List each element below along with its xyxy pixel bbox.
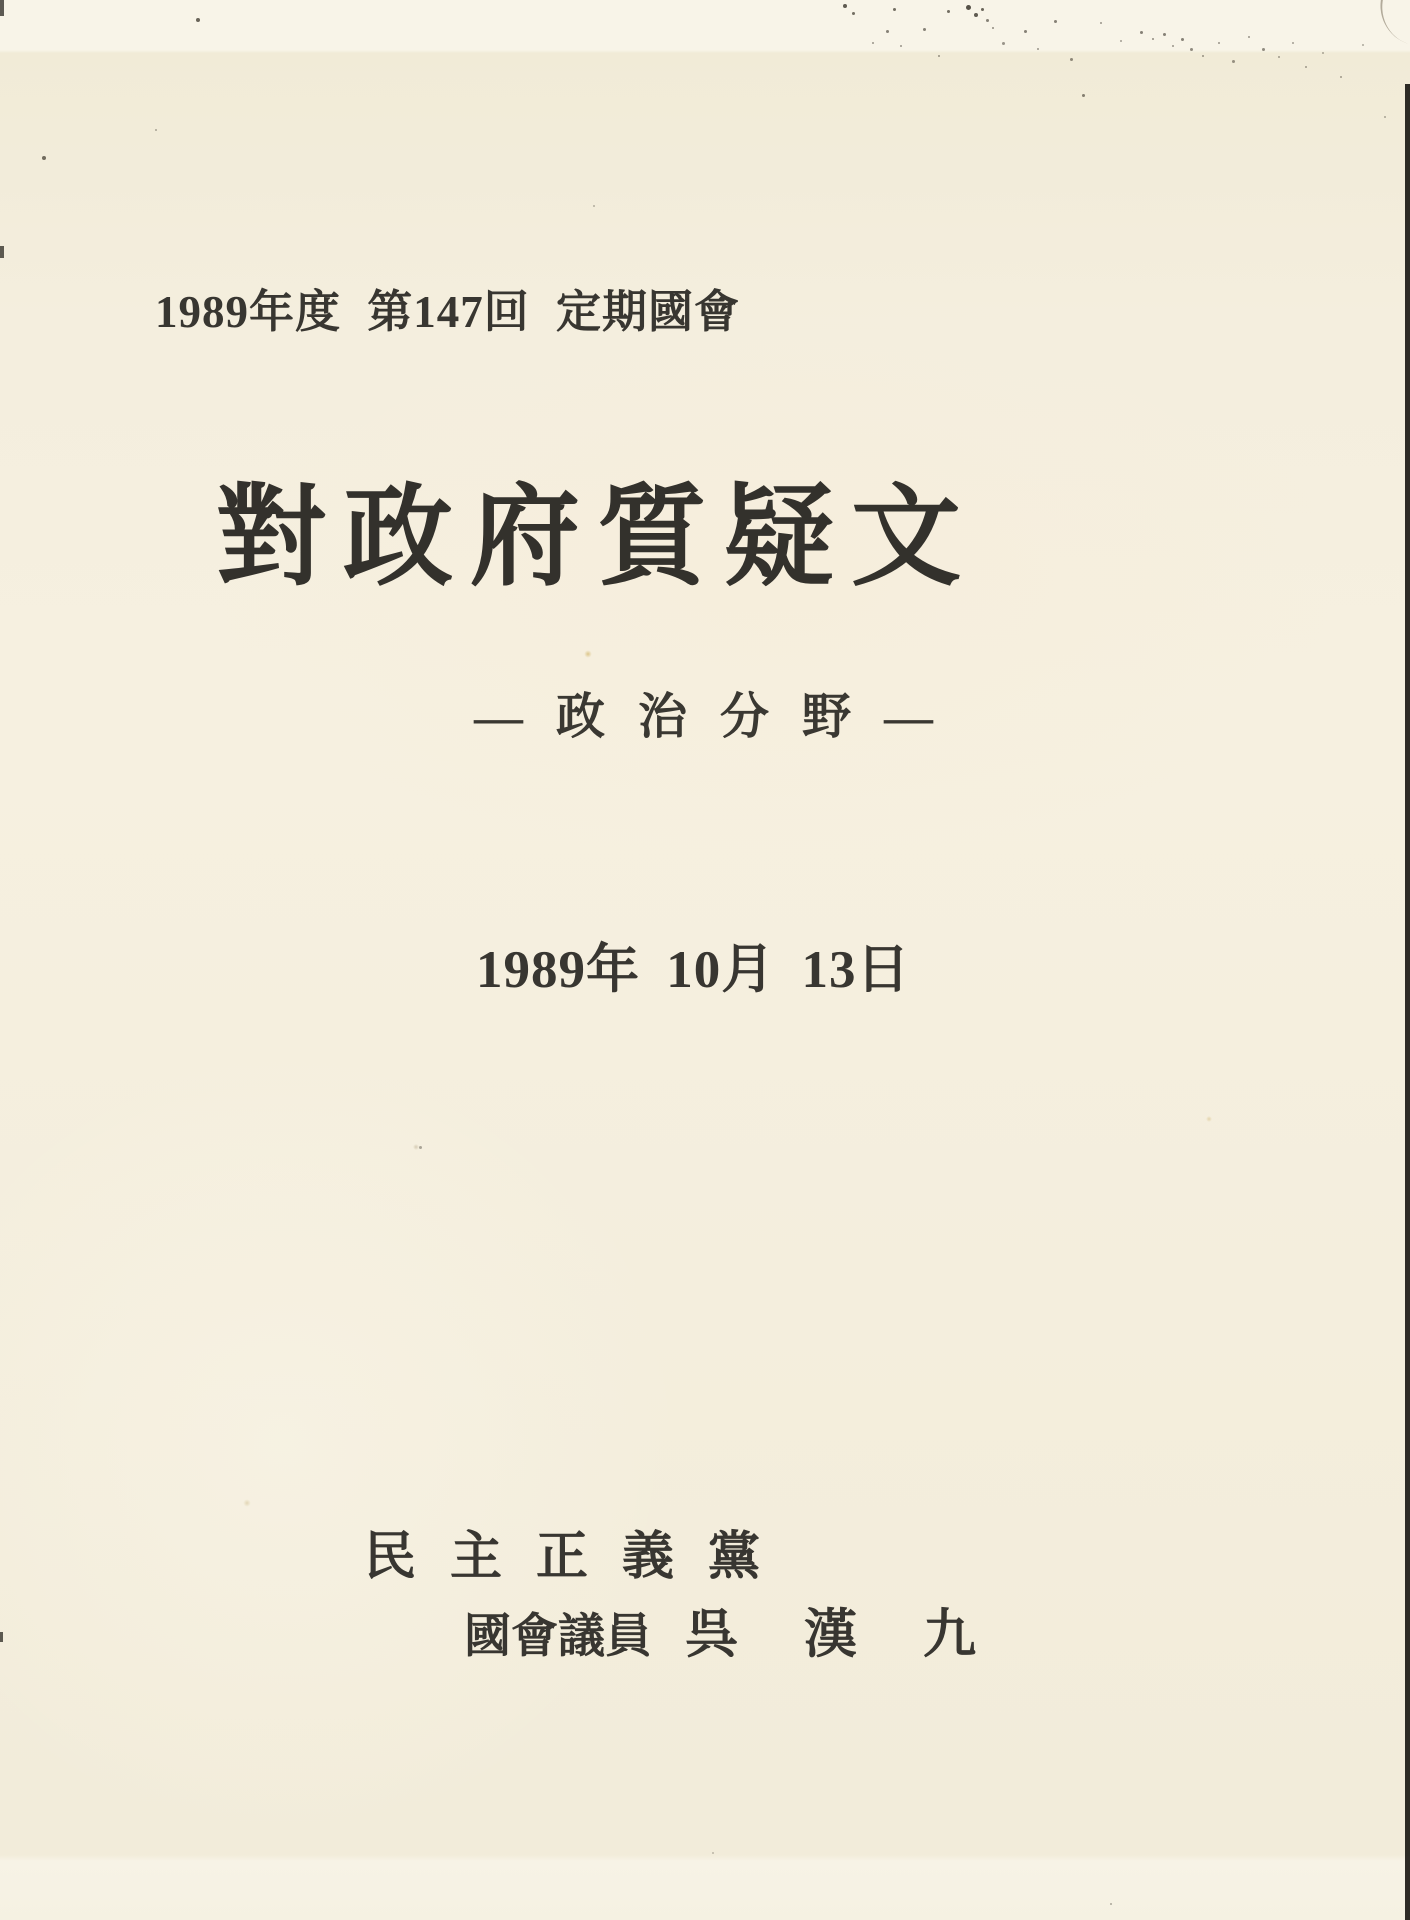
scan-speck: [1002, 42, 1005, 45]
scan-speck: [1232, 60, 1235, 63]
session-line: 1989年度 第147回 定期國會: [155, 287, 741, 337]
scan-speck: [1082, 94, 1085, 97]
scan-edge-nub: [0, 246, 4, 258]
scan-speck: [1248, 36, 1250, 38]
scan-speck: [1322, 52, 1324, 54]
scan-speck: [1305, 66, 1307, 68]
date-line: 1989年 10月 13日: [476, 941, 911, 999]
scan-speck: [1218, 42, 1220, 44]
scan-edge-nub: [0, 0, 4, 16]
scan-speck: [1120, 40, 1122, 42]
scan-speck: [1384, 116, 1386, 118]
scan-speck: [872, 42, 874, 44]
scan-edge-nub: [0, 1632, 3, 1642]
scan-speck: [196, 18, 200, 22]
scan-speck: [981, 8, 984, 11]
scan-speck: [1140, 31, 1143, 34]
scan-speck: [966, 5, 971, 10]
scan-speck: [712, 1852, 714, 1854]
scan-speck: [974, 13, 978, 17]
scan-speck: [1037, 48, 1039, 50]
scan-speck: [1163, 33, 1166, 36]
scan-speck: [42, 156, 46, 160]
scan-speck: [938, 55, 940, 57]
scan-speck: [155, 129, 157, 131]
scan-speck: [1262, 48, 1265, 51]
document-subtitle: —政治分野—: [474, 689, 967, 744]
scan-speck: [947, 10, 950, 13]
scan-speck: [843, 4, 847, 8]
scan-speck: [900, 45, 902, 47]
scan-edge-right: [1405, 84, 1410, 1920]
document-title: 對政府質疑文: [216, 477, 978, 599]
scan-speck: [1190, 48, 1193, 51]
member-name: 呉漢九: [685, 1606, 1042, 1664]
scan-speck: [886, 30, 889, 33]
scan-speck: [593, 205, 595, 207]
member-line: [464, 1606, 1042, 1665]
scan-speck: [1054, 20, 1057, 23]
scan-speck: [1100, 22, 1102, 24]
scan-speck: [852, 12, 855, 15]
scan-speck: [1362, 44, 1364, 46]
scan-speck: [1110, 1903, 1112, 1905]
scan-speck: [923, 28, 926, 31]
scan-speck: [1292, 42, 1294, 44]
scan-speck: [1070, 58, 1073, 61]
scan-speck: [893, 8, 896, 11]
party-name: 民主正義黨: [364, 1529, 795, 1586]
scan-speck: [992, 27, 994, 29]
scan-speck: [986, 19, 989, 22]
scan-speck: [419, 1146, 422, 1149]
scan-speck: [1152, 38, 1154, 40]
member-title: 國會議員: [464, 1611, 652, 1663]
scan-speck: [1202, 55, 1204, 57]
scan-speck: [1172, 45, 1174, 47]
scan-speck: [1181, 38, 1184, 41]
scan-speck: [1278, 56, 1280, 58]
scan-corner-curl: [1370, 0, 1410, 46]
scan-speck: [1340, 76, 1342, 78]
scan-speck: [1024, 30, 1027, 33]
